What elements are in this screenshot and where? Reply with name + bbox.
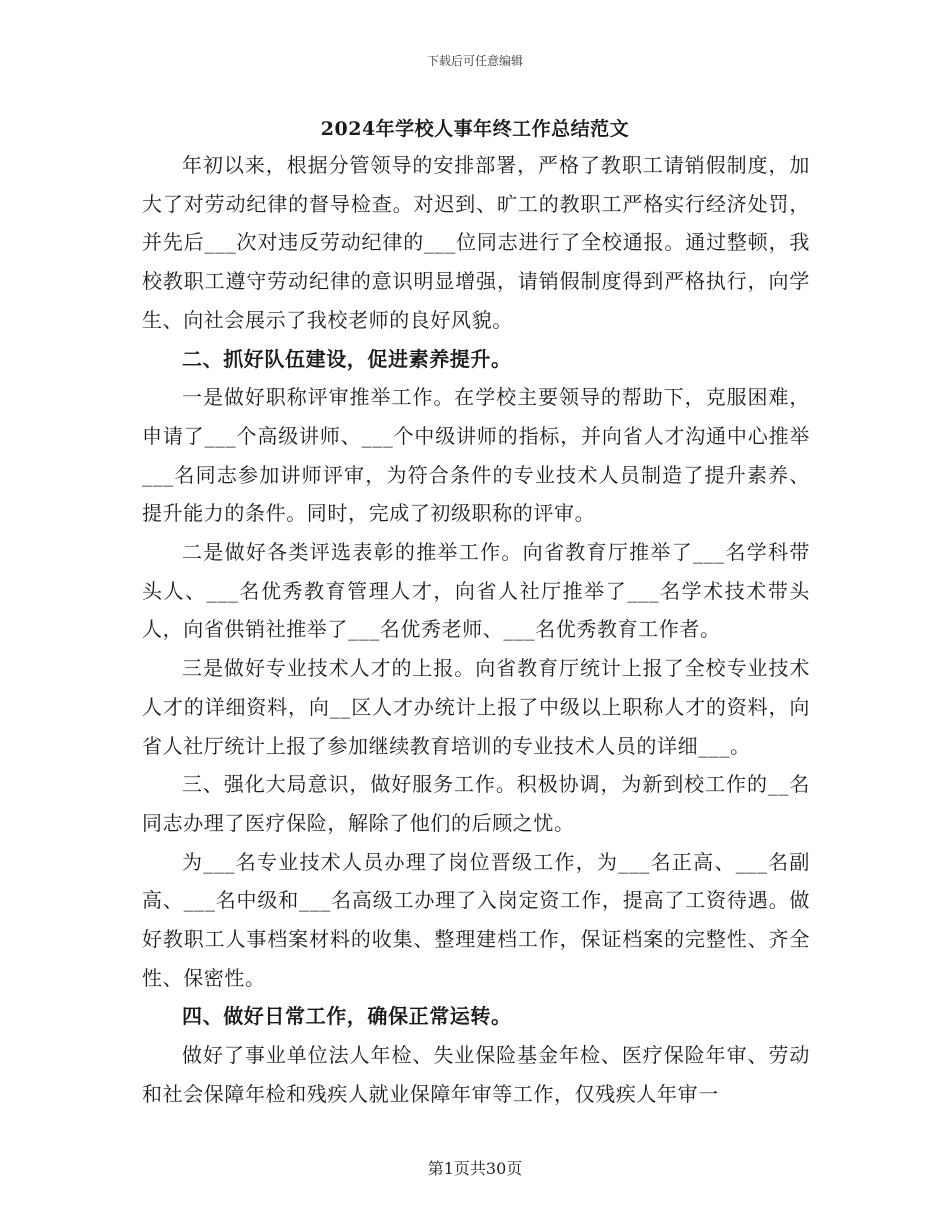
- body-paragraph: 二是做好各类评选表彰的推举工作。向省教育厅推举了___名学科带头人、___名优秀教育管理人才，向省人社厅推举了___名学术技术带头人，向省供销社推举了___名优秀老师、___名优秀教育工作者。: [142, 540, 810, 642]
- body-paragraph: 三、强化大局意识，做好服务工作。积极协调，为新到校工作的__名同志办理了医疗保险，解除了他们的后顾之忧。: [142, 772, 810, 835]
- section-heading: 四、做好日常工作，确保正常运转。: [182, 1004, 512, 1029]
- document-body: [142, 146, 810, 1114]
- body-paragraph: 做好了事业单位法人年检、失业保险基金年检、医疗保险年审、劳动和社会保障年检和残疾人就业保障年审等工作，仅残疾人年审一: [142, 1043, 810, 1106]
- document-title: 2024年学校人事年终工作总结范文: [320, 118, 630, 140]
- body-paragraph: 年初以来，根据分管领导的安排部署，严格了教职工请销假制度，加大了对劳动纪律的督导检查。对迟到、旷工的教职工严格实行经济处罚，并先后___次对违反劳动纪律的___位同志进行了全校通报。通过整顿，我校教职工遵守劳动纪律的意识明显增强，请销假制度得到严格执行，向学生、向社会展示了我校老师的良好风貌。: [142, 153, 810, 332]
- body-paragraph: 为___名专业技术人员办理了岗位晋级工作，为___名正高、___名副高、___名中级和___名高级工办理了入岗定资工作，提高了工资待遇。做好教职工人事档案材料的收集、整理建档工作，保证档案的完整性、齐全性、保密性。: [142, 849, 810, 990]
- body-paragraph: 一是做好职称评审推举工作。在学校主要领导的帮助下，克服困难，申请了___个高级讲师、___个中级讲师的指标，并向省人才沟通中心推举___名同志参加讲师评审，为符合条件的专业技术人员制造了提升素养、提升能力的条件。同时，完成了初级职称的评审。: [142, 385, 810, 526]
- page-number: 第1页共30页: [427, 1159, 523, 1178]
- body-paragraph: 三是做好专业技术人才的上报。向省教育厅统计上报了全校专业技术人才的详细资料，向__区人才办统计上报了中级以上职称人才的资料，向省人社厅统计上报了参加继续教育培训的专业技术人员的详细___。: [142, 656, 810, 758]
- section-heading: 二、抓好队伍建设，促进素养提升。: [182, 346, 512, 371]
- page-header-note: 下载后可任意编辑: [426, 54, 523, 68]
